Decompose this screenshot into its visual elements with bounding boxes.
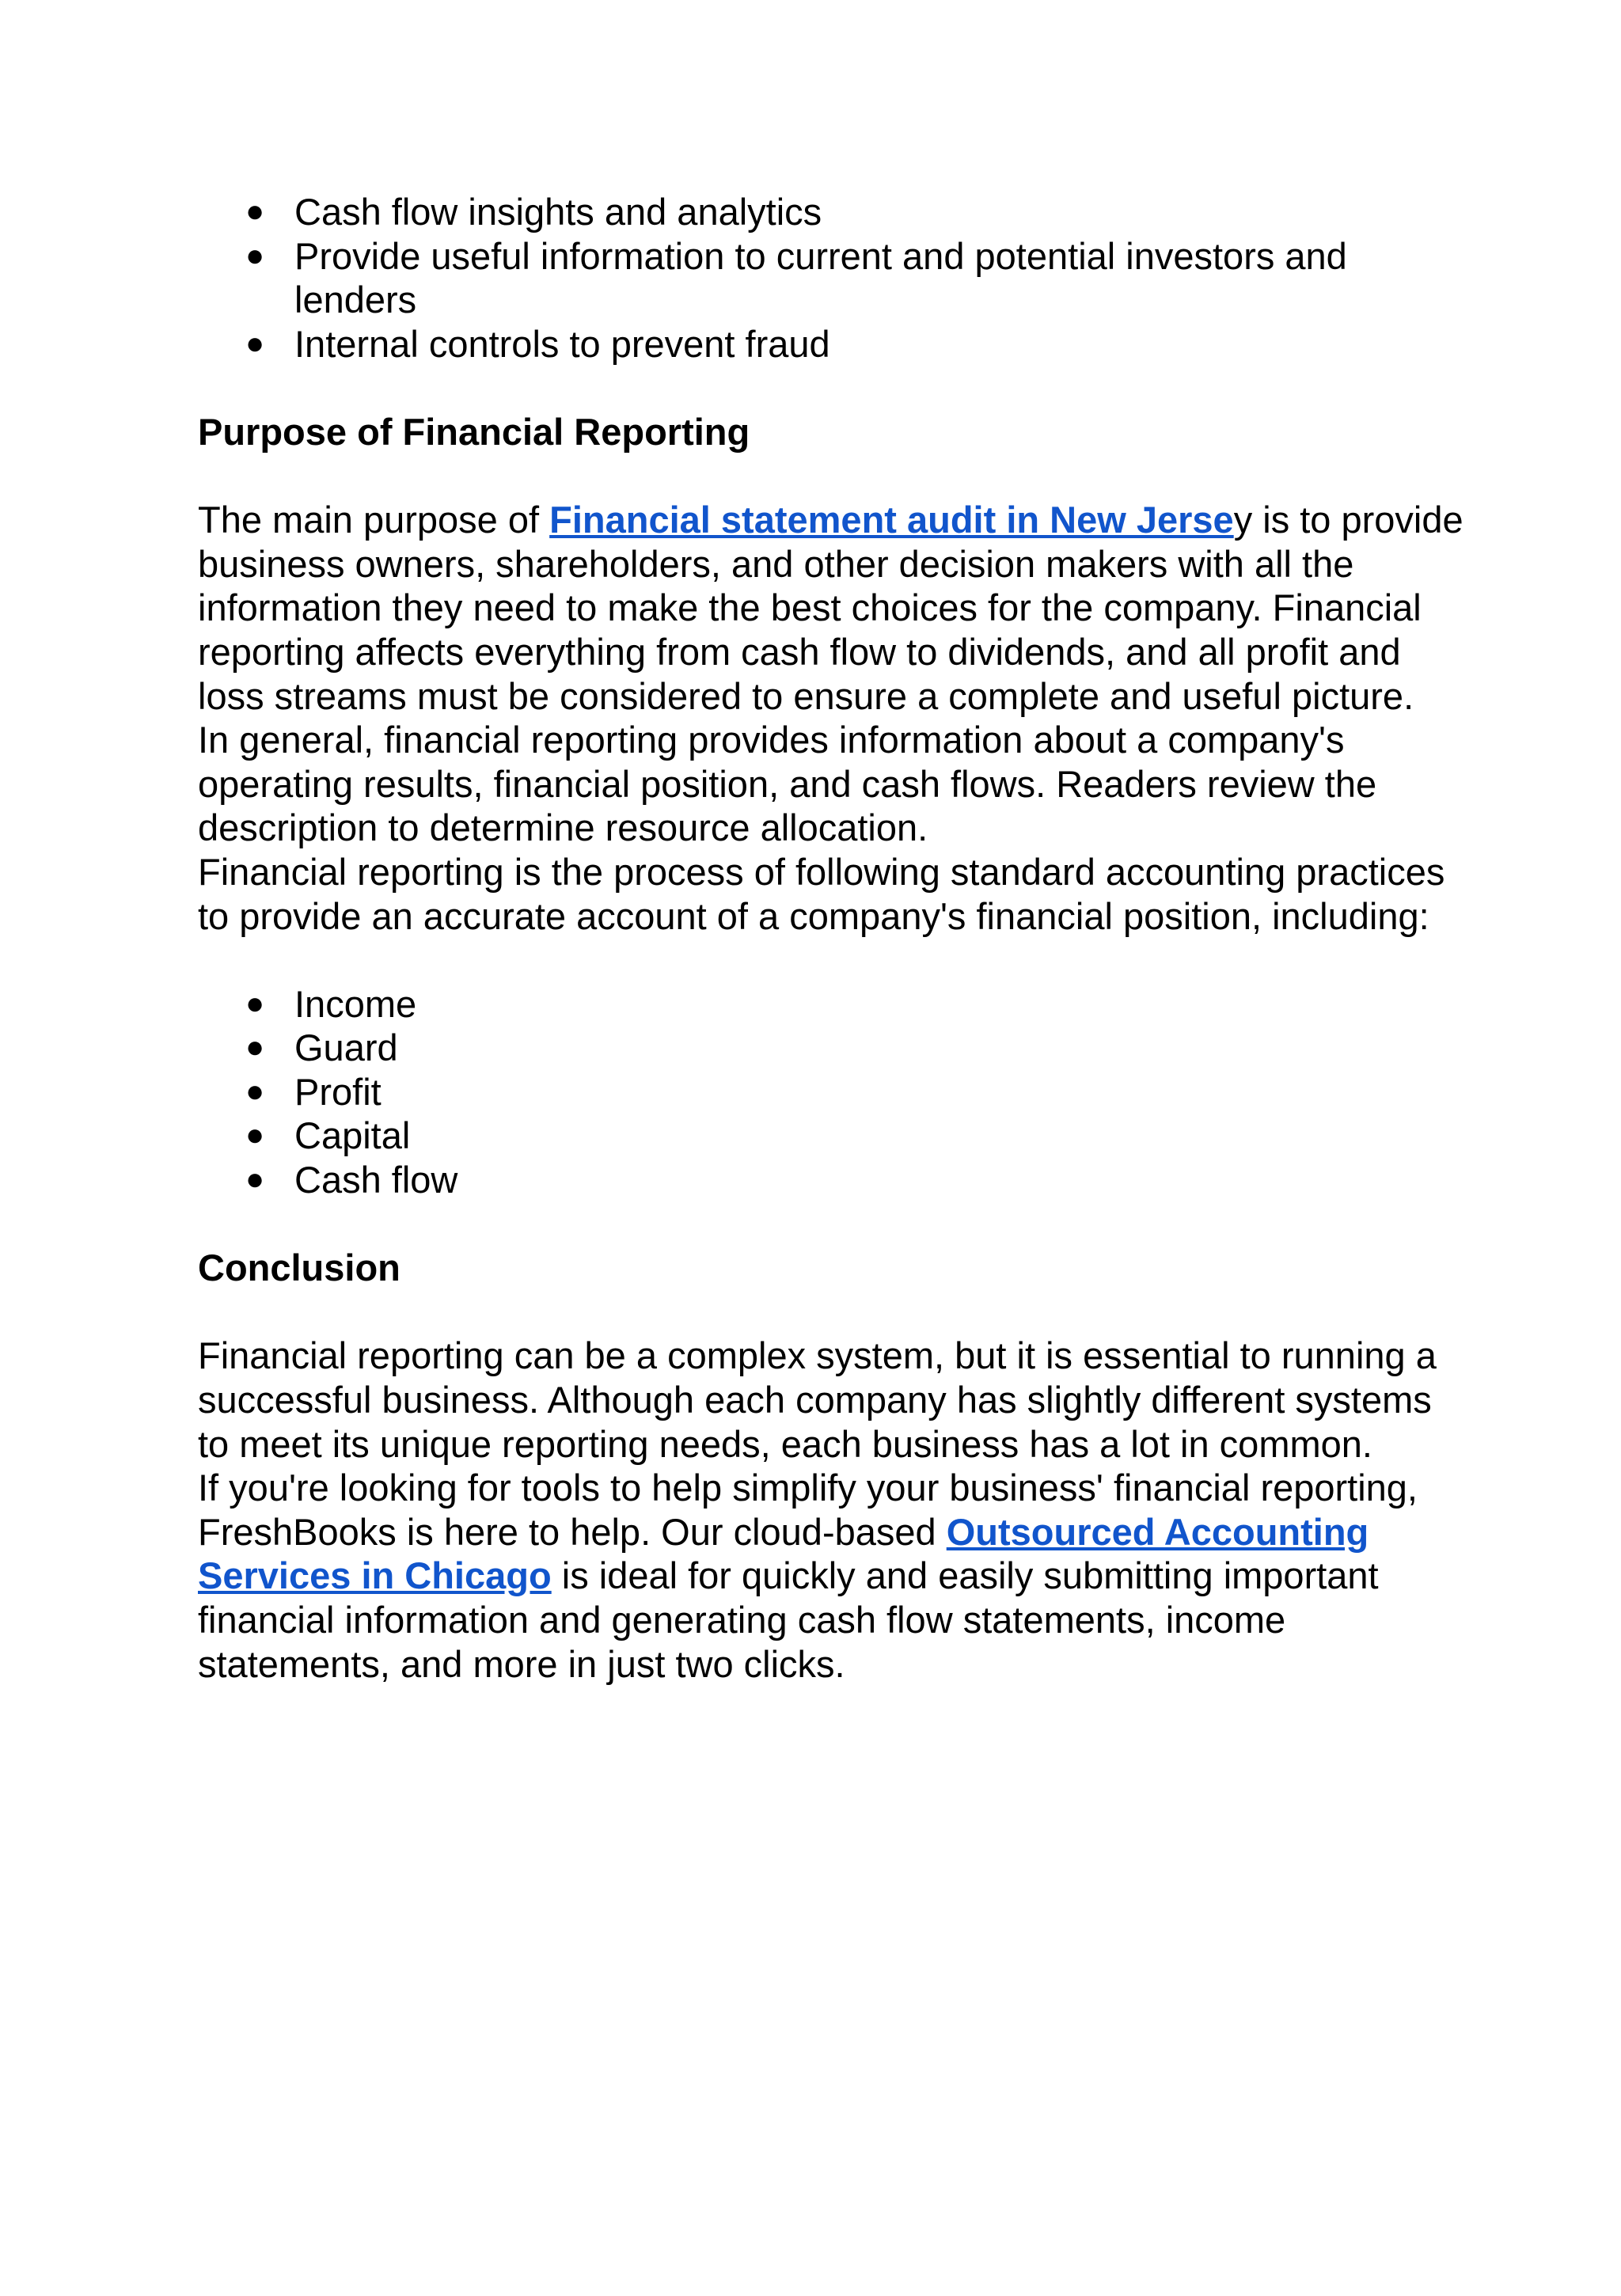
list-item-text: Guard: [294, 1027, 398, 1069]
purpose-heading: Purpose of Financial Reporting: [198, 410, 750, 453]
list-item: [198, 1070, 1464, 1114]
purpose-paragraph-1: [198, 498, 1464, 718]
bullet-icon: ●: [245, 1162, 265, 1197]
conclusion-p2-text-cont: is ideal for quickly and easily submitting important financial information and generating cash flow statements, income statements, and more in just two clicks.: [198, 1554, 1379, 1685]
list-item-text: Provide useful information to current and potential investors and lenders: [294, 234, 1347, 321]
list-item: [198, 982, 1464, 1027]
conclusion-heading: Conclusion: [198, 1247, 401, 1289]
bullet-icon: ●: [245, 325, 265, 361]
conclusion-paragraph-2: [198, 1466, 1464, 1686]
list-item: [198, 190, 1464, 234]
conclusion-paragraph-1: Financial reporting can be a complex system, but it is essential to running a successful business. Although each company has slightly different systems to meet its unique reporting needs, each business has a lot in common.: [198, 1334, 1437, 1465]
audit-new-jersey-link[interactable]: Financial statement audit in New Jerse: [549, 499, 1234, 541]
purpose-p1-text-cont: y is to provide business owners, shareholders, and other decision makers with all the information they need to make the best choices for the company. Financial reporting affects everything from cash flow to dividends, and all profit and loss streams must be considered to ensure a complete and useful picture.: [198, 499, 1463, 717]
list-item-text: Cash flow: [294, 1159, 458, 1201]
list-item-text: Cash flow insights and analytics: [294, 191, 822, 233]
list-item: [198, 1026, 1464, 1070]
list-item: [198, 234, 1464, 322]
bullet-icon: ●: [245, 237, 265, 273]
list-item-text: Capital: [294, 1114, 411, 1157]
top-bullet-list: [198, 190, 1464, 366]
list-item: [198, 1114, 1464, 1158]
list-item: [198, 322, 1464, 366]
bullet-icon: ●: [245, 1073, 265, 1109]
list-item: [198, 1158, 1464, 1202]
outsourced-accounting-chicago-link[interactable]: Outsourced Accounting Services in Chicago: [198, 1510, 1369, 1597]
position-bullet-list: [198, 982, 1464, 1202]
purpose-paragraph-3: Financial reporting is the process of following standard accounting practices to provide an accurate account of a company's financial position, including:: [198, 850, 1445, 937]
document-page: [198, 190, 1464, 1686]
list-item-text: Internal controls to prevent fraud: [294, 322, 830, 365]
purpose-p1-text: The main purpose of: [198, 499, 550, 541]
bullet-icon: ●: [245, 985, 265, 1021]
bullet-icon: ●: [245, 1030, 265, 1065]
bullet-icon: ●: [245, 194, 265, 229]
purpose-paragraph-2: In general, financial reporting provides information about a company's operating results, financial position, and cash flows. Readers review the description to determine resource allocation.: [198, 719, 1377, 849]
list-item-text: Income: [294, 982, 417, 1025]
conclusion-p2-text: If you're looking for tools to help simplify your business' financial reporting, FreshBooks is here to help. Our cloud-based: [198, 1467, 1418, 1553]
list-item-text: Profit: [294, 1070, 382, 1113]
bullet-icon: ●: [245, 1118, 265, 1153]
